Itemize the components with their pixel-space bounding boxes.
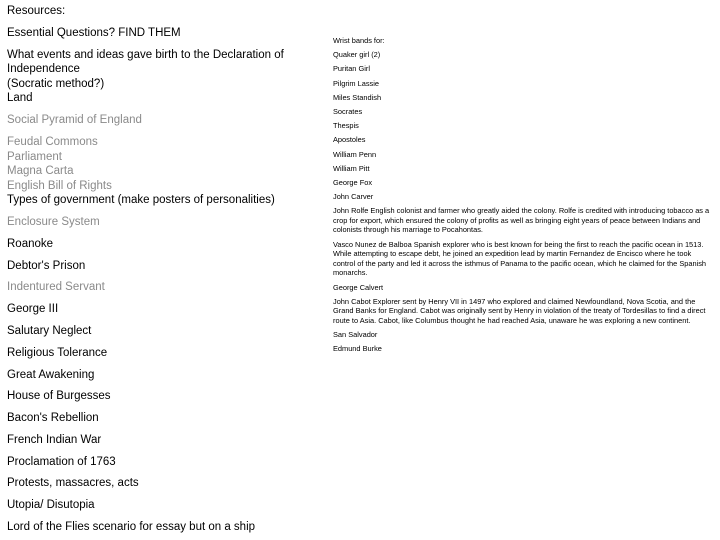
topic-social-pyramid: Social Pyramid of England [7,114,142,127]
bio-john-cabot: John Cabot Explorer sent by Henry VII in 1497 who explored and claimed Newfoundland, Nova Scotia, and the Grand Banks for England. Cabot was originally sent by Henry in violation of the treaty of Tordesillas to find a direct route to Asia. Cabot, like Columbus thought he had reached Asia, unaware he was exploring a new continent. [333,296,706,325]
topic-roanoke: Roanoke [7,237,54,250]
topic-great-awakening: Great Awakening [7,368,95,381]
wristband-item: Quaker girl (2) [333,50,381,60]
wristband-george-calvert: George Calvert [333,282,384,292]
bio-balboa: Vasco Nunez de Balboa Spanish explorer who is best known for being the first to reach the pacific ocean in 1513. While attempting to escape debt, he joined an expedition lead by martin Fernandez de Encisco where he took control of the party and led it across the isthmus of Panama to the pacific ocean, which he claimed for the Spanish monarchs. [333,239,707,278]
topic-feudal-commons: Feudal Commons [7,135,98,148]
notes-left-column [7,4,327,535]
wristband-item: Thespis [333,121,359,131]
topic-indentured-servant: Indentured Servant [7,281,105,294]
topic-land: Land [7,92,33,105]
topic-parliament: Parliament [7,150,62,163]
topic-salutary-neglect: Salutary Neglect [7,324,92,337]
topic-proclamation-1763: Proclamation of 1763 [7,455,116,468]
question-line-3: (Socratic method?) [7,77,105,90]
topic-utopia: Utopia/ Disutopia [7,499,95,512]
wristband-item: Apostoles [333,135,366,145]
wristband-item: Miles Standish [333,92,382,102]
topic-magna-carta: Magna Carta [7,165,74,178]
essential-questions: Essential Questions? FIND THEM [7,26,181,39]
wristband-item: Puritan Girl [333,64,370,74]
wristbands-header: Wrist bands for: [333,36,385,45]
topic-debtors-prison: Debtor's Prison [7,259,86,272]
question-line-1: What events and ideas gave birth to the Declaration of [7,48,284,61]
wristband-item: Socrates [333,106,363,116]
wristband-item: John Carver [333,192,374,202]
topic-enclosure-system: Enclosure System [7,216,100,229]
resources-heading: Resources: [7,5,66,17]
bio-john-rolfe: John Rolfe English colonist and farmer who greatly aided the colony. Rolfe is credited with introducing tobacco as a crop for export, which ensured the colony of profits as well as bringing eight years of peace between Indians and colonists through his marriage to Pocahontas. [333,206,710,235]
topic-george-iii: George III [7,303,59,316]
question-line-2: Independence [7,63,80,76]
wristband-item: William Penn [333,149,377,159]
wristband-san-salvador: San Salvador [333,330,378,340]
wristband-item: Pilgrim Lassie [333,78,380,88]
topic-french-indian-war: French Indian War [7,433,102,446]
wristband-edmund-burke: Edmund Burke [333,344,382,354]
topic-bacons-rebellion: Bacon's Rebellion [7,412,99,425]
notes-right-column [333,36,713,354]
topic-bill-of-rights: English Bill of Rights [7,179,112,192]
wristband-item: William Pitt [333,163,370,173]
wristband-item: George Fox [333,177,373,187]
topic-protests: Protests, massacres, acts [7,477,139,490]
topic-types-of-government: Types of government (make posters of personalities) [7,194,275,207]
topic-house-of-burgesses: House of Burgesses [7,390,111,403]
topic-religious-tolerance: Religious Tolerance [7,346,108,359]
topic-lord-of-the-flies: Lord of the Flies scenario for essay but on a ship [7,521,256,533]
